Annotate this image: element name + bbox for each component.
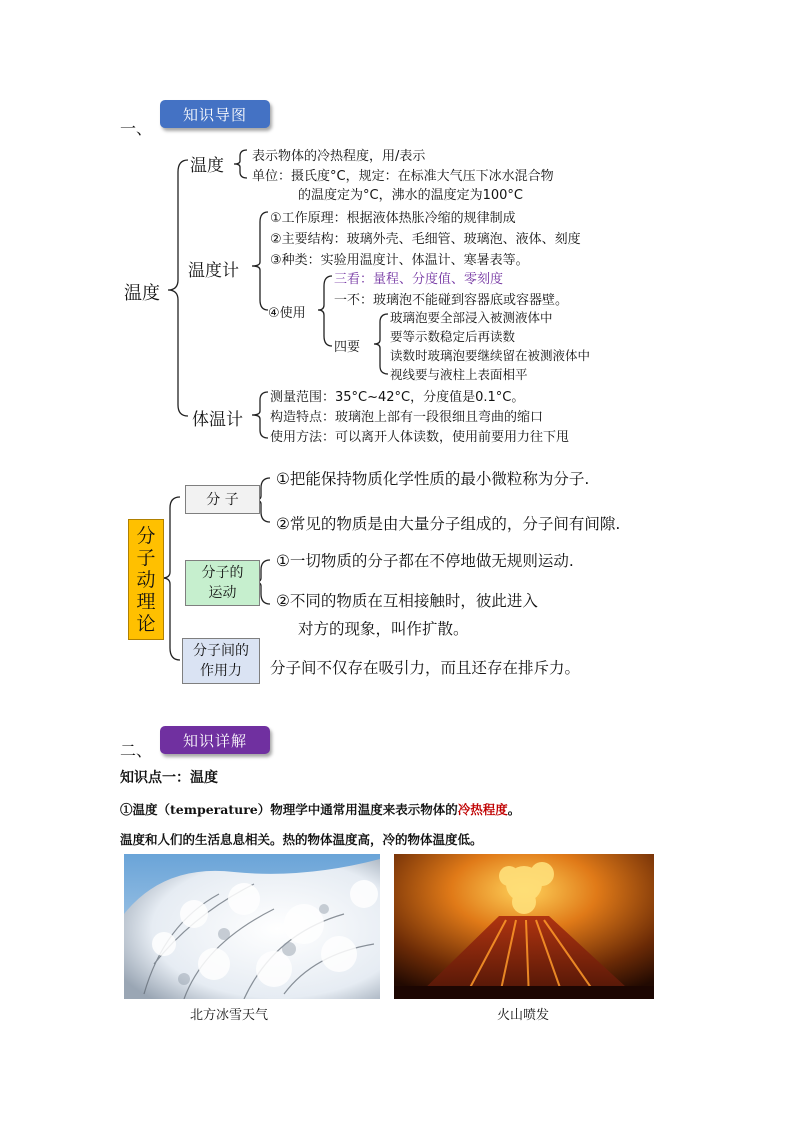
temperature-life-paragraph: 温度和人们的生活息息相关。热的物体温度高，冷的物体温度低。	[120, 832, 483, 847]
box-motion-line2: 运动	[208, 585, 237, 601]
four-musts-item: 玻璃泡要全部浸入被测液体中	[390, 310, 553, 325]
clinical-usage: 使用方法：可以离开人体读数，使用前要用力往下甩	[270, 430, 570, 445]
molecule-item-1: ①把能保持物质化学性质的最小微粒称为分子.	[276, 470, 590, 488]
paragraph-highlight: 冷热程度	[457, 802, 508, 817]
section1-tag-label: 知识导图	[182, 105, 247, 124]
box-force-line2: 作用力	[200, 663, 242, 679]
motion-item-1: ①一切物质的分子都在不停地做无规则运动.	[276, 552, 574, 570]
molecular-theory-label: 分子动理论	[136, 524, 156, 635]
box-motion-line1: 分子的	[201, 565, 244, 581]
usage-one-dont: 一不：玻璃泡不能碰到容器底或容器壁。	[334, 293, 569, 308]
thermometer-types: ③种类：实验用温度计、体温计、寒暑表等。	[270, 253, 529, 268]
usage-four-musts-label: 四要	[334, 340, 361, 355]
four-musts-item: 视线要与液柱上表面相平	[390, 367, 528, 382]
temperature-definition: 表示物体的冷热程度，用/表示	[252, 149, 426, 164]
snow-scene-image	[124, 854, 380, 999]
volcano-image	[394, 854, 654, 999]
box-molecule-label: 分 子	[206, 491, 239, 508]
section2-tag-label: 知识详解	[182, 731, 247, 750]
molecule-item-2: ②常见的物质是由大量分子组成的，分子间有间隙.	[276, 515, 621, 533]
branch-thermometer: 温度计	[188, 261, 239, 281]
thermometer-structure: ②主要结构：玻璃外壳、毛细管、玻璃泡、液体、刻度	[270, 232, 581, 247]
usage-three-checks: 三看：量程、分度值、零刻度	[334, 272, 504, 287]
branch-clinical-thermometer: 体温计	[192, 410, 243, 430]
caption-volcano: 火山喷发	[497, 1008, 550, 1023]
temperature-definition-paragraph	[120, 800, 520, 818]
force-item-1: 分子间不仅存在吸引力，而且还存在排斥力。	[270, 659, 581, 677]
map-root-molecular-theory	[128, 519, 164, 640]
temperature-unit-line2: 的温度定为°C，沸水的温度定为100°C	[298, 188, 523, 203]
motion-item-2-line2: 对方的现象，叫作扩散。	[298, 620, 469, 638]
box-force-line1: 分子间的	[193, 643, 249, 659]
paragraph-post: 。	[507, 802, 521, 817]
box-intermolecular-force	[182, 638, 260, 684]
box-molecular-motion	[185, 560, 260, 606]
four-musts-item: 要等示数稳定后再读数	[390, 329, 516, 344]
section2-tag	[160, 726, 270, 754]
paragraph-pre: ①温度（temperature）物理学中通常用温度来表示物体的	[120, 802, 458, 817]
section1-number: 一、	[120, 119, 153, 138]
branch-temperature: 温度	[190, 156, 224, 176]
clinical-range: 测量范围：35°C~42°C，分度值是0.1°C。	[270, 390, 525, 405]
thermometer-principle: ①工作原理：根据液体热胀冷缩的规律制成	[270, 211, 516, 226]
clinical-structure: 构造特点：玻璃泡上部有一段很细且弯曲的缩口	[270, 410, 544, 425]
caption-snow: 北方冰雪天气	[190, 1008, 269, 1023]
section2-number: 二、	[120, 741, 153, 760]
map-root-temperature: 温度	[124, 283, 160, 304]
thermometer-usage-label: ④使用	[268, 306, 306, 321]
temperature-unit-line1: 单位：摄氏度°C，规定：在标准大气压下冰水混合物	[252, 169, 554, 184]
motion-item-2-line1: ②不同的物质在互相接触时，彼此进入	[276, 592, 538, 610]
four-musts-item: 读数时玻璃泡要继续留在被测液体中	[390, 348, 591, 363]
knowledge-point-title: 知识点一：温度	[120, 770, 218, 786]
box-molecule	[185, 485, 260, 514]
